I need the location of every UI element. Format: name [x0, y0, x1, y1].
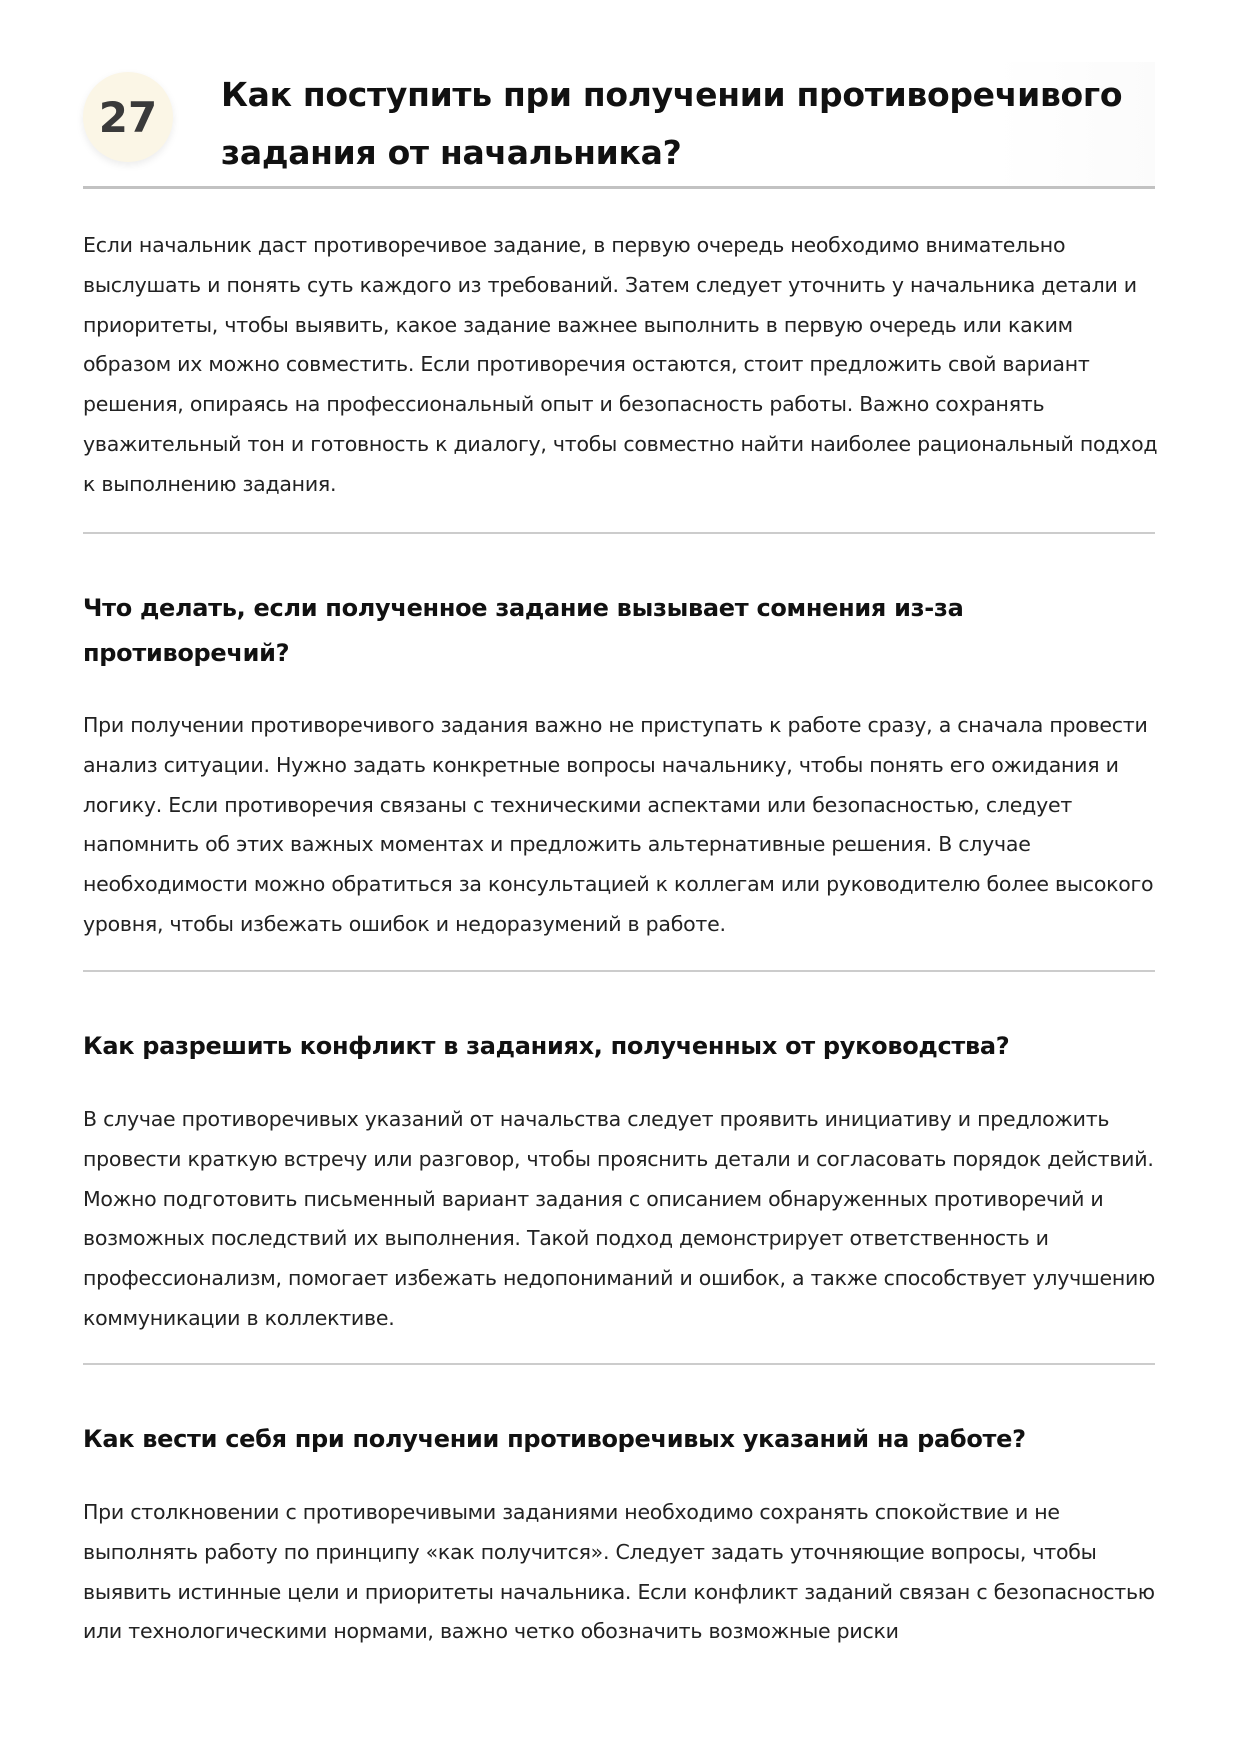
- header-divider: [83, 186, 1155, 189]
- section-answer: В случае противоречивых указаний от начальства следует проявить инициативу и предложить провести краткую встречу или разговор, чтобы прояснить детали и согласовать порядок действий. Можно подготовить письменный вариант задания с описанием обнаруженных противоречий и возможных последствий их выполнения. Такой подход демонстрирует ответственность и профессионализм, помогает избежать недопониманий и ошибок, а также способствует улучшению коммуникации в коллективе.: [83, 1107, 1156, 1330]
- question-header: [83, 62, 1155, 188]
- section-divider: [83, 532, 1155, 534]
- intro-paragraph: Если начальник даст противоречивое задание, в первую очередь необходимо внимательно выслушать и понять суть каждого из требований. Затем следует уточнить у начальника детали и приоритеты, чтобы выявить, какое задание важнее выполнить в первую очередь или каким образом их можно совместить. Если противоречия остаются, стоит предложить свой вариант решения, опираясь на профессиональный опыт и безопасность работы. Важно сохранять уважительный тон и готовность к диалогу, чтобы совместно найти наиболее рациональный подход к выполнению задания.: [83, 233, 1158, 496]
- section-answer: При получении противоречивого задания важно не приступать к работе сразу, а сначала провести анализ ситуации. Нужно задать конкретные вопросы начальнику, чтобы понять его ожидания и логику. Если противоречия связаны с техническими аспектами или безопасностью, следует напомнить об этих важных моментах и предложить альтернативные решения. В случае необходимости можно обратиться за консультацией к коллегам или руководителю более высокого уровня, чтобы избежать ошибок и недоразумений в работе.: [83, 713, 1154, 936]
- page-title: Как поступить при получении противоречивого задания от начальника?: [221, 75, 1123, 172]
- question-number-badge: 27: [83, 72, 173, 162]
- section-question: Как вести себя при получении противоречивых указаний на работе?: [83, 1425, 1026, 1453]
- section-divider: [83, 970, 1155, 972]
- section-question: Что делать, если полученное задание вызывает сомнения из-за противоречий?: [83, 594, 964, 667]
- section-question: Как разрешить конфликт в заданиях, полученных от руководства?: [83, 1032, 1010, 1060]
- section-answer: При столкновении с противоречивыми заданиями необходимо сохранять спокойствие и не выполнять работу по принципу «как получится». Следует задать уточняющие вопросы, чтобы выявить истинные цели и приоритеты начальника. Если конфликт заданий связан с безопасностью или технологическими нормами, важно четко обозначить возможные риски: [83, 1500, 1155, 1644]
- section-divider: [83, 1363, 1155, 1365]
